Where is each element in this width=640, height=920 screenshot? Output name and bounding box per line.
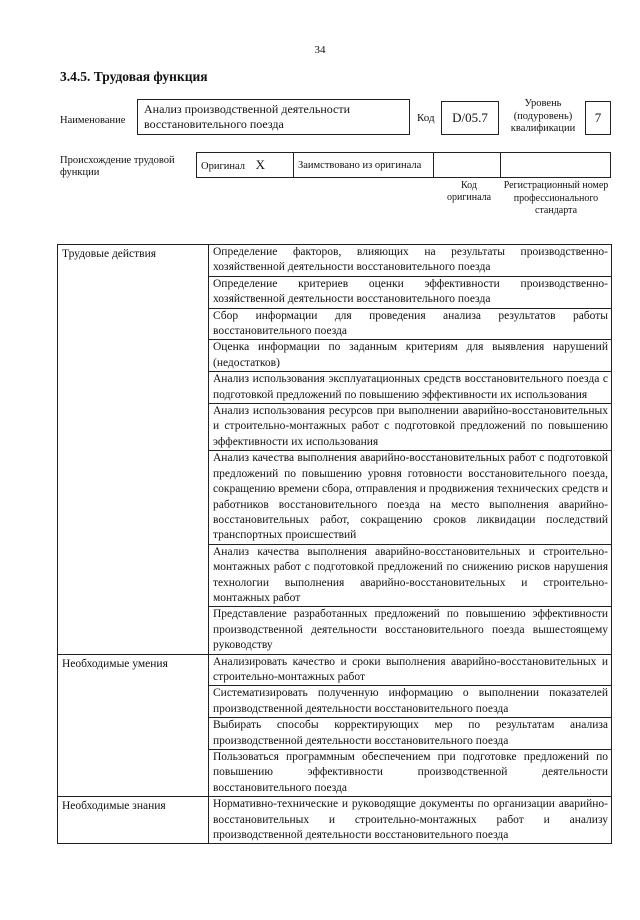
code-label: Код: [417, 112, 435, 124]
function-details-table: [57, 244, 612, 844]
original-label: Оригинал: [201, 160, 245, 172]
section-title: 3.4.5. Трудовая функция: [60, 69, 208, 84]
table-cell: Систематизировать полученную информацию о выполнении показателей производственной деятельности восстановительного поезда: [209, 686, 612, 718]
table-cell: Пользоваться программным обеспечением при подготовке предложений по повышению эффективности производственной деятельности восстановительного поезда: [209, 750, 612, 797]
table-cell: Определение критериев оценки эффективности производственно-хозяйственной деятельности восстановительного поезда: [209, 276, 612, 308]
table-cell: Анализ использования эксплуатационных средств восстановительного поезда с подготовкой предложений по повышению эффективности их использования: [209, 372, 612, 404]
function-name-box: Анализ производственной деятельности восстановительного поезда: [137, 99, 410, 135]
code-box: D/05.7: [441, 101, 499, 135]
qualification-level-box: 7: [585, 101, 611, 135]
table-cell: Оценка информации по заданным критериям для выявления нарушений (недостатков): [209, 340, 612, 372]
origin-original-cell: [197, 153, 294, 178]
qualification-level-label: Уровень (подуровень) квалификации: [510, 98, 576, 134]
table-row: [58, 245, 612, 277]
table-row: [58, 797, 612, 844]
name-label: Наименование: [60, 115, 126, 126]
table-cell: Анализ использования ресурсов при выполнении аварийно-восстановительных и строительно-монтажных работ с подготовкой предложений по повышению эффективности их использования: [209, 404, 612, 451]
category-labor-actions: Трудовые действия: [58, 245, 209, 655]
table-cell: Выбирать способы корректирующих мер по результатам анализа производственной деятельности восстановительного поезда: [209, 718, 612, 750]
origin-borrowed-cell: Заимствовано из оригинала: [294, 153, 434, 178]
table-cell: Представление разработанных предложений по повышению эффективности производственной деятельности восстановительного поезда вышестоящему руководству: [209, 607, 612, 654]
table-cell: Анализ качества выполнения аварийно-восстановительных и строительно-монтажных работ с подготовкой предложений по снижению рисков нарушения технологии выполнения аварийно-восстановительных и строительно-монтажных работ: [209, 544, 612, 607]
table-cell: Нормативно-технические и руководящие документы по организации аварийно-восстановительных и строительно-монтажных работ и анализу производственной деятельности восстановительного поезда: [209, 797, 612, 844]
table-row: [58, 654, 612, 686]
table-cell: Анализ качества выполнения аварийно-восстановительных работ с подготовкой предложений по повышению уровня готовности восстановительного поезда, сокращению времени сбора, отправления и продвижения технических средств и работников восстановительного поезда на место выполнения аварийно-восстановительных работ, сокращению сроков ликвидации последствий транспортных происшествий: [209, 451, 612, 544]
origin-label: Происхождение трудовой функции: [60, 155, 175, 178]
category-required-knowledge: Необходимые знания: [58, 797, 209, 844]
table-cell: Определение факторов, влияющих на результаты производственно-хозяйственной деятельности восстановительного поезда: [209, 245, 612, 277]
original-mark: X: [255, 156, 266, 172]
original-code-caption: Код оригинала: [446, 180, 492, 203]
table-cell: Анализировать качество и сроки выполнения аварийно-восстановительных и строительно-монтажных работ: [209, 654, 612, 686]
origin-code-cell: [434, 153, 501, 178]
registration-number-caption: Регистрационный номер профессионального стандарта: [503, 180, 609, 216]
origin-reg-cell: [501, 153, 611, 178]
category-required-skills: Необходимые умения: [58, 654, 209, 797]
origin-table: [196, 152, 611, 178]
page-number: 34: [314, 44, 326, 56]
table-cell: Сбор информации для проведения анализа результатов работы восстановительного поезда: [209, 308, 612, 340]
